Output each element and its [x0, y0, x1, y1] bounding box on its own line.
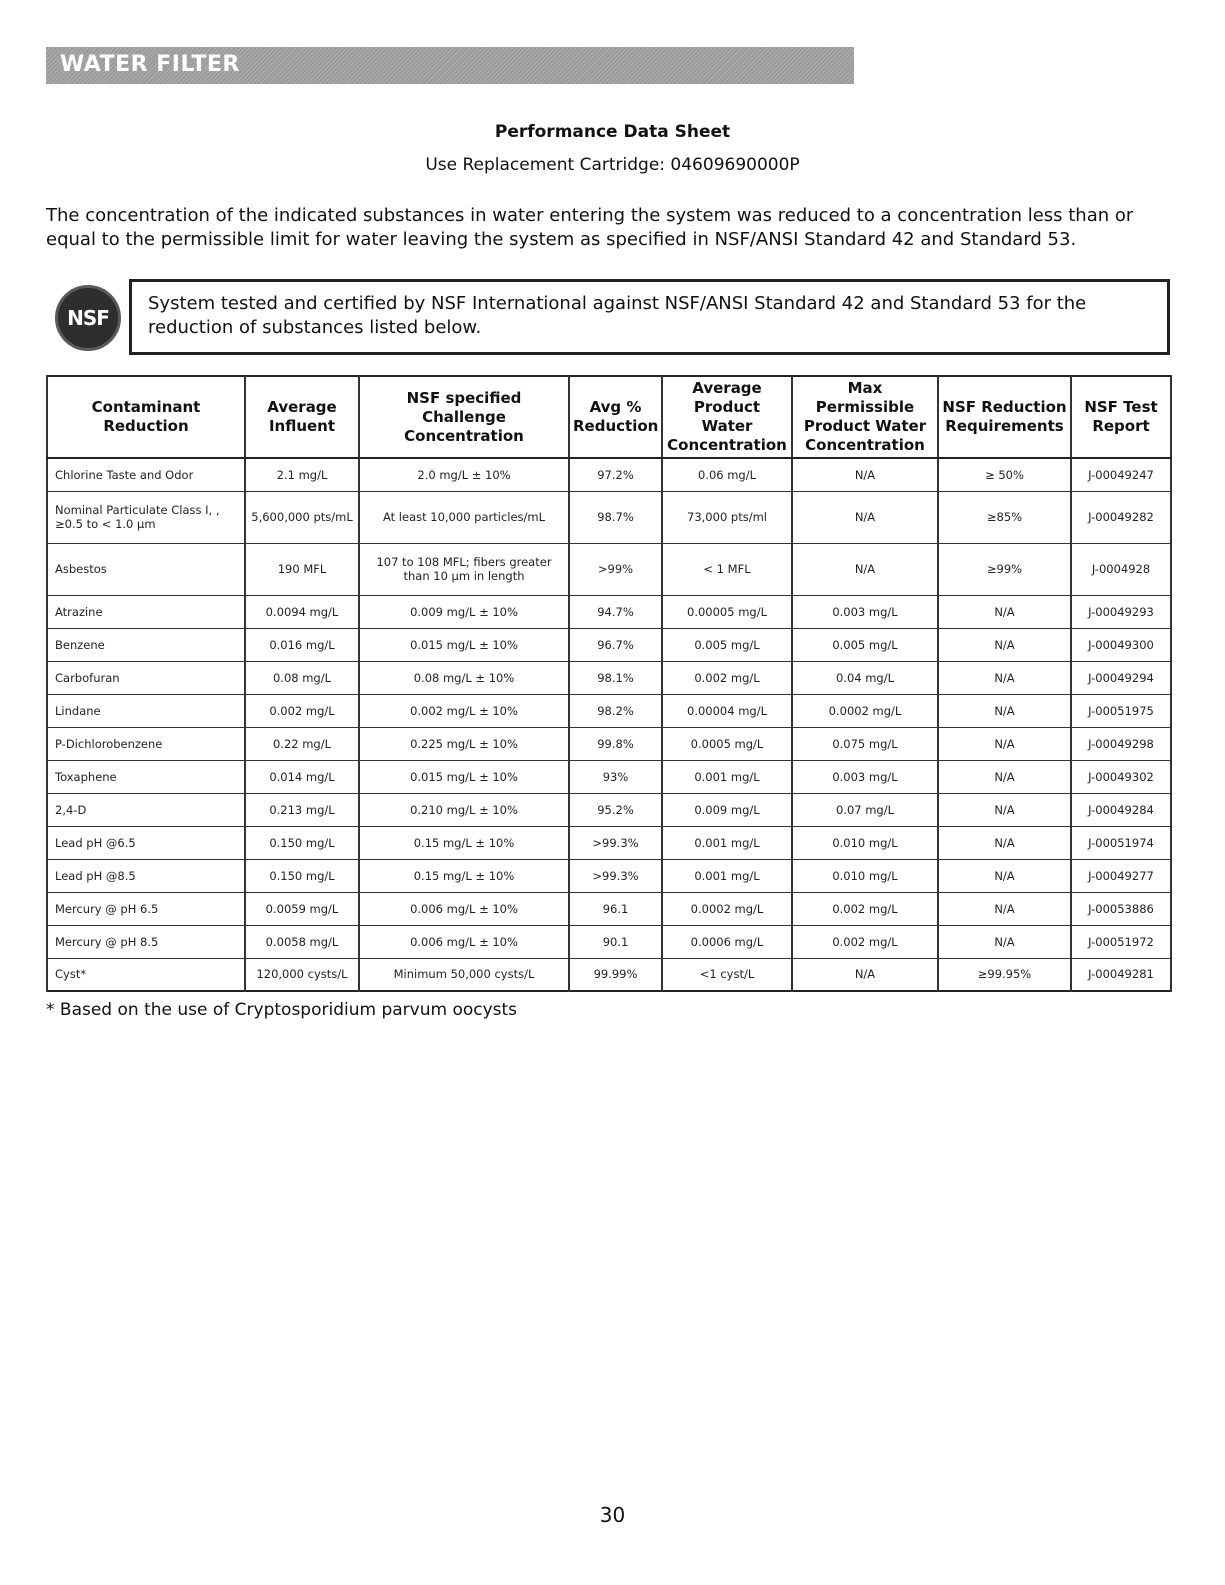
table-row — [47, 760, 1171, 793]
table-cell: 0.150 mg/L — [245, 826, 359, 859]
table-row — [47, 892, 1171, 925]
table-cell: N/A — [938, 892, 1071, 925]
table-cell: 0.002 mg/L — [662, 661, 792, 694]
intro-paragraph: The concentration of the indicated substances in water entering the system was reduced to a concentration less than or equal to the permissible limit for water leaving the system as specified in NSF/ANSI Standard 42 and Standard 53. — [46, 205, 1134, 250]
table-cell: N/A — [938, 826, 1071, 859]
table-cell: 0.001 mg/L — [662, 859, 792, 892]
table-cell: 0.005 mg/L — [792, 628, 938, 661]
table-cell: 0.016 mg/L — [245, 628, 359, 661]
table-cell: J-00049277 — [1071, 859, 1171, 892]
table-cell: 0.010 mg/L — [792, 826, 938, 859]
contaminant-cell: 2,4-D — [47, 793, 245, 826]
column-header: NSF Reduction Requirements — [938, 376, 1071, 458]
table-cell: J-00049294 — [1071, 661, 1171, 694]
column-header: NSF Test Report — [1071, 376, 1171, 458]
table-cell: 90.1 — [569, 925, 662, 958]
table-cell: 2.0 mg/L ± 10% — [359, 458, 569, 491]
table-cell: 0.005 mg/L — [662, 628, 792, 661]
table-cell: >99.3% — [569, 859, 662, 892]
table-cell: J-00051975 — [1071, 694, 1171, 727]
table-cell: N/A — [938, 595, 1071, 628]
table-row — [47, 628, 1171, 661]
table-cell: 0.04 mg/L — [792, 661, 938, 694]
contaminant-cell: Carbofuran — [47, 661, 245, 694]
table-cell: <1 cyst/L — [662, 958, 792, 991]
table-cell: 0.150 mg/L — [245, 859, 359, 892]
table-cell: 0.0005 mg/L — [662, 727, 792, 760]
table-cell: 0.225 mg/L ± 10% — [359, 727, 569, 760]
table-cell: J-00053886 — [1071, 892, 1171, 925]
banner-title: WATER FILTER — [60, 52, 240, 77]
table-cell: N/A — [938, 859, 1071, 892]
table-cell: 5,600,000 pts/mL — [245, 491, 359, 543]
contaminant-cell: Lindane — [47, 694, 245, 727]
table-body — [47, 458, 1171, 991]
table-cell: 96.1 — [569, 892, 662, 925]
table-cell: 97.2% — [569, 458, 662, 491]
table-cell: 0.0094 mg/L — [245, 595, 359, 628]
table-cell: J-00049298 — [1071, 727, 1171, 760]
table-cell: 0.08 mg/L — [245, 661, 359, 694]
table-cell: 0.015 mg/L ± 10% — [359, 628, 569, 661]
contaminant-cell: Mercury @ pH 6.5 — [47, 892, 245, 925]
table-cell: 0.0002 mg/L — [792, 694, 938, 727]
table-cell: 0.213 mg/L — [245, 793, 359, 826]
table-cell: N/A — [938, 694, 1071, 727]
table-row — [47, 543, 1171, 595]
table-row — [47, 595, 1171, 628]
table-cell: N/A — [938, 793, 1071, 826]
table-row — [47, 925, 1171, 958]
table-cell: 0.001 mg/L — [662, 826, 792, 859]
table-header-row — [47, 376, 1171, 458]
table-cell: 0.06 mg/L — [662, 458, 792, 491]
table-cell: ≥99% — [938, 543, 1071, 595]
table-cell: ≥85% — [938, 491, 1071, 543]
table-cell: 0.006 mg/L ± 10% — [359, 925, 569, 958]
table-cell: 0.002 mg/L ± 10% — [359, 694, 569, 727]
contaminant-cell: Lead pH @8.5 — [47, 859, 245, 892]
table-cell: J-0004928 — [1071, 543, 1171, 595]
table-cell: 98.2% — [569, 694, 662, 727]
certification-text: System tested and certified by NSF International against NSF/ANSI Standard 42 and Standard 53 for the reduction of substances listed below. — [148, 293, 1087, 338]
contaminant-cell: Mercury @ pH 8.5 — [47, 925, 245, 958]
table-row — [47, 694, 1171, 727]
table-cell: J-00049302 — [1071, 760, 1171, 793]
table-cell: 0.075 mg/L — [792, 727, 938, 760]
table-cell: 0.15 mg/L ± 10% — [359, 826, 569, 859]
table-cell: 0.002 mg/L — [792, 925, 938, 958]
table-cell: 0.00005 mg/L — [662, 595, 792, 628]
table-cell: 96.7% — [569, 628, 662, 661]
table-cell: 93% — [569, 760, 662, 793]
table-cell: 120,000 cysts/L — [245, 958, 359, 991]
table-row — [47, 958, 1171, 991]
table-cell: >99% — [569, 543, 662, 595]
table-row — [47, 491, 1171, 543]
table-cell: 190 MFL — [245, 543, 359, 595]
table-cell: 0.014 mg/L — [245, 760, 359, 793]
table-cell: N/A — [938, 661, 1071, 694]
table-cell: Minimum 50,000 cysts/L — [359, 958, 569, 991]
column-header: Contaminant Reduction — [47, 376, 245, 458]
contaminant-cell: P-Dichlorobenzene — [47, 727, 245, 760]
table-cell: 0.210 mg/L ± 10% — [359, 793, 569, 826]
footnote: * Based on the use of Cryptosporidium parvum oocysts — [46, 1000, 518, 1020]
table-cell: J-00049300 — [1071, 628, 1171, 661]
table-cell: 0.07 mg/L — [792, 793, 938, 826]
table-cell: 94.7% — [569, 595, 662, 628]
column-header: Average Influent — [245, 376, 359, 458]
section-banner — [46, 47, 854, 84]
table-cell: 0.003 mg/L — [792, 595, 938, 628]
table-cell: J-00051974 — [1071, 826, 1171, 859]
table-cell: 2.1 mg/L — [245, 458, 359, 491]
contaminant-cell: Toxaphene — [47, 760, 245, 793]
contaminant-cell: Atrazine — [47, 595, 245, 628]
table-cell: N/A — [792, 543, 938, 595]
contaminant-cell: Lead pH @6.5 — [47, 826, 245, 859]
table-row — [47, 793, 1171, 826]
table-cell: 0.0002 mg/L — [662, 892, 792, 925]
page-number: 30 — [599, 1503, 626, 1527]
performance-table — [46, 375, 1172, 992]
table-row — [47, 661, 1171, 694]
table-cell: 0.003 mg/L — [792, 760, 938, 793]
nsf-logo — [55, 285, 121, 351]
table-cell: 0.00004 mg/L — [662, 694, 792, 727]
page-subtitle: Use Replacement Cartridge: 04609690000P — [425, 155, 800, 175]
table-cell: N/A — [792, 458, 938, 491]
table-cell: 0.009 mg/L — [662, 793, 792, 826]
table-cell: J-00051972 — [1071, 925, 1171, 958]
table-row — [47, 859, 1171, 892]
table-cell: 0.22 mg/L — [245, 727, 359, 760]
table-cell: 0.009 mg/L ± 10% — [359, 595, 569, 628]
table-cell: 0.006 mg/L ± 10% — [359, 892, 569, 925]
table-cell: J-00049247 — [1071, 458, 1171, 491]
column-header: Average Product Water Concentration — [662, 376, 792, 458]
table-cell: N/A — [938, 925, 1071, 958]
table-row — [47, 458, 1171, 491]
table-cell: N/A — [792, 491, 938, 543]
certification-box — [129, 279, 1170, 355]
table-cell: 0.0059 mg/L — [245, 892, 359, 925]
table-cell: N/A — [938, 628, 1071, 661]
table-cell: 0.08 mg/L ± 10% — [359, 661, 569, 694]
table-cell: J-00049284 — [1071, 793, 1171, 826]
column-header: NSF specified Challenge Concentration — [359, 376, 569, 458]
table-cell: 107 to 108 MFL; fibers greater than 10 µm in length — [359, 543, 569, 595]
page-title: Performance Data Sheet — [494, 122, 731, 142]
table-cell: 73,000 pts/ml — [662, 491, 792, 543]
table-cell: 0.15 mg/L ± 10% — [359, 859, 569, 892]
table-cell: 0.010 mg/L — [792, 859, 938, 892]
contaminant-cell: Nominal Particulate Class I, , ≥0.5 to < 1.0 µm — [47, 491, 245, 543]
table-cell: 98.7% — [569, 491, 662, 543]
table-cell: 0.001 mg/L — [662, 760, 792, 793]
table-cell: J-00049281 — [1071, 958, 1171, 991]
table-cell: ≥99.95% — [938, 958, 1071, 991]
table-row — [47, 826, 1171, 859]
table-cell: 99.8% — [569, 727, 662, 760]
table-cell: J-00049282 — [1071, 491, 1171, 543]
table-cell: ≥ 50% — [938, 458, 1071, 491]
table-cell: J-00049293 — [1071, 595, 1171, 628]
table-cell: At least 10,000 particles/mL — [359, 491, 569, 543]
contaminant-cell: Asbestos — [47, 543, 245, 595]
column-header: Max Permissible Product Water Concentration — [792, 376, 938, 458]
table-cell: 95.2% — [569, 793, 662, 826]
table-cell: 0.015 mg/L ± 10% — [359, 760, 569, 793]
table-cell: 0.002 mg/L — [792, 892, 938, 925]
column-header: Avg % Reduction — [569, 376, 662, 458]
nsf-logo-text: NSF — [67, 306, 109, 330]
table-cell: N/A — [938, 760, 1071, 793]
table-cell: N/A — [938, 727, 1071, 760]
table-cell: 99.99% — [569, 958, 662, 991]
table-cell: 0.002 mg/L — [245, 694, 359, 727]
contaminant-cell: Cyst* — [47, 958, 245, 991]
table-cell: 0.0058 mg/L — [245, 925, 359, 958]
table-cell: 98.1% — [569, 661, 662, 694]
table-cell: < 1 MFL — [662, 543, 792, 595]
table-cell: >99.3% — [569, 826, 662, 859]
table-cell: 0.0006 mg/L — [662, 925, 792, 958]
table-cell: N/A — [792, 958, 938, 991]
table-row — [47, 727, 1171, 760]
contaminant-cell: Chlorine Taste and Odor — [47, 458, 245, 491]
contaminant-cell: Benzene — [47, 628, 245, 661]
